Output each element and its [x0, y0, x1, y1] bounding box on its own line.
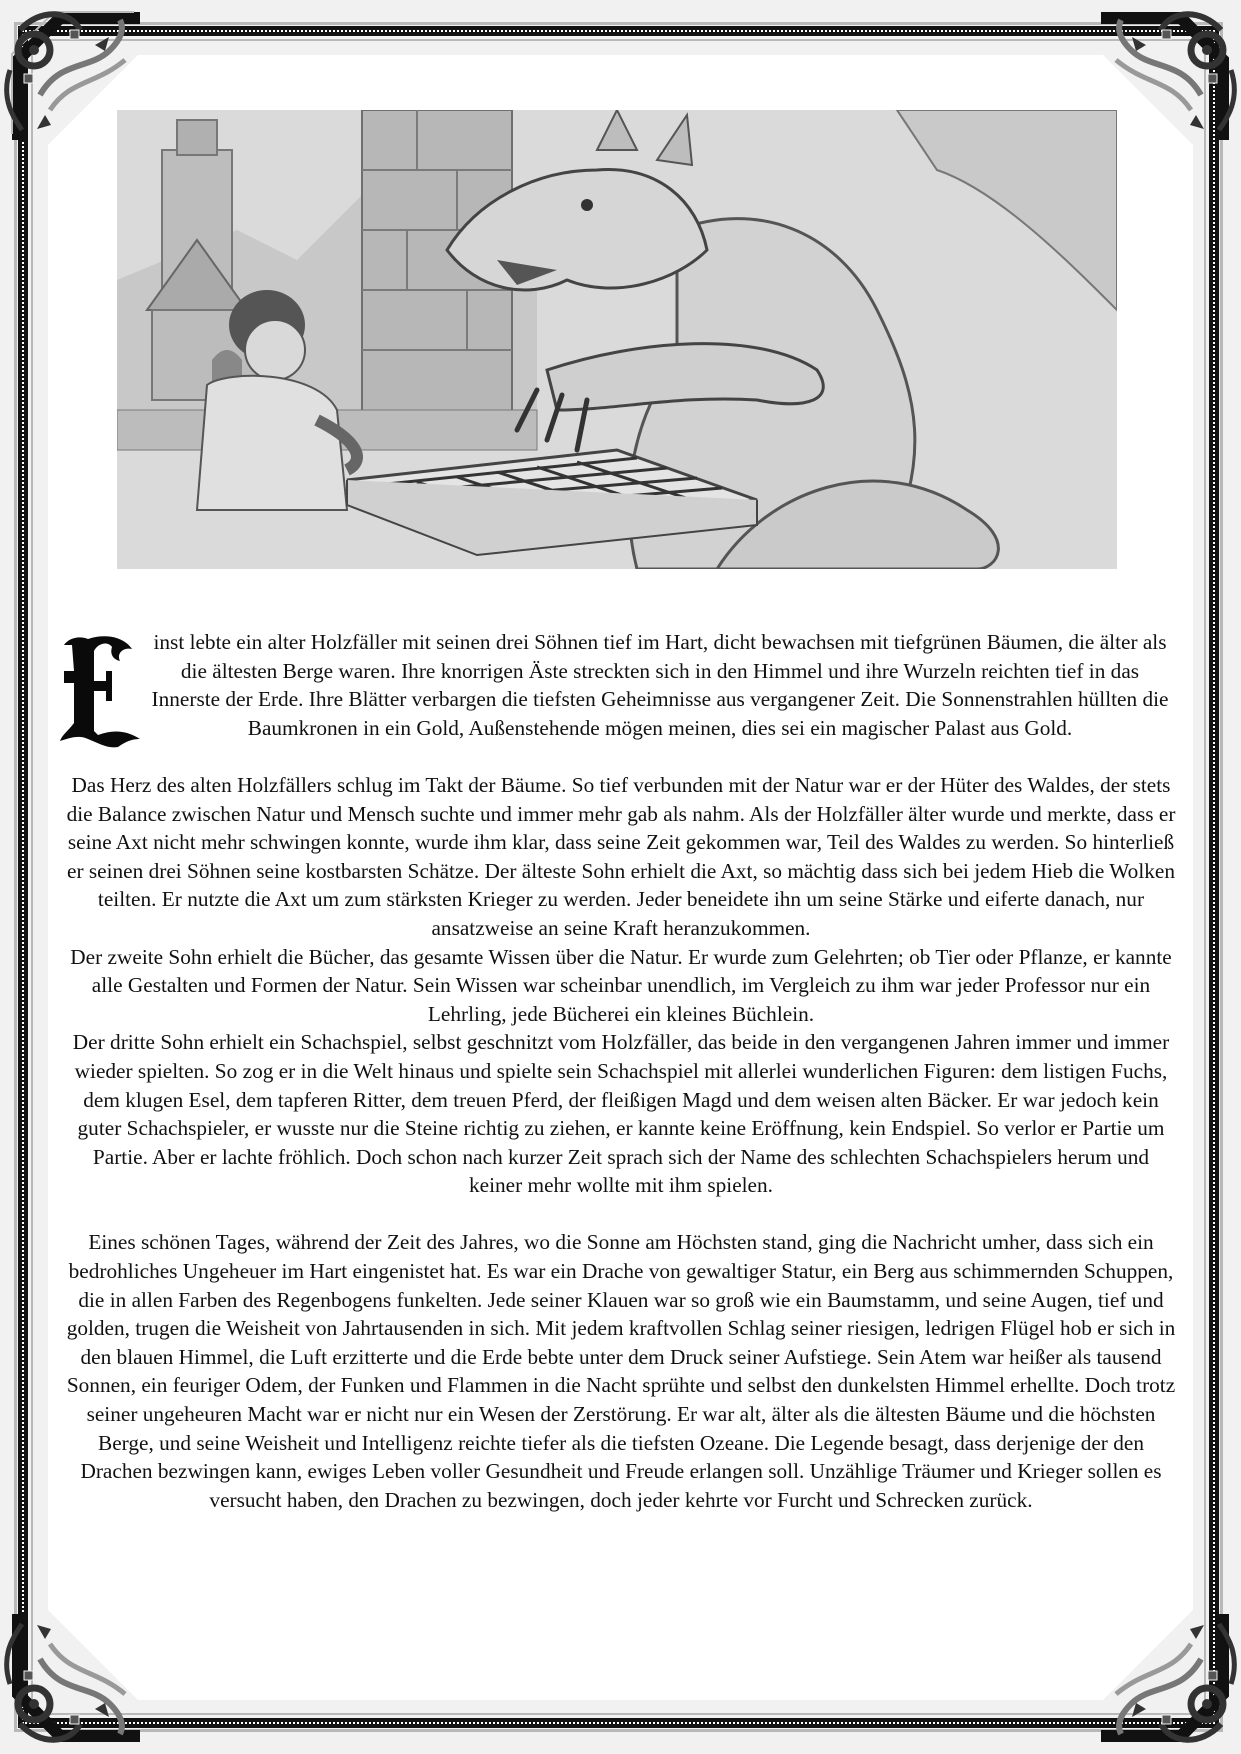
ornament-flourish-icon — [1091, 1604, 1241, 1754]
paragraph-intro — [66, 628, 1176, 742]
paragraph-third-son: Der dritte Sohn erhielt ein Schachspiel, selbst geschnitzt vom Holzfäller, das beide in den vergangenen Jahren immer und immer wieder spielten. So zog er in die Welt hinaus und spielte sein Schachspiel mit allerlei wunderlichen Figuren: dem listigen Fuchs, dem klugen Esel, dem tapferen Ritter, dem treuen Pferd, der fleißigen Magd und dem weisen alten Bäcker. Er war jedoch kein guter Schachspieler, er wusste nur die Steine richtig zu ziehen, er kannte keine Eröffnung, kein Endspiel. So verlor er Partie um Partie. Aber er lachte fröhlich. Doch schon nach kurzer Zeit sprach sich der Name des schlechten Schachspielers herum und keiner mehr wollte mit ihm spielen. — [72, 1030, 1170, 1198]
corner-ornament-bottom-left — [0, 1604, 150, 1754]
paragraph-intro-text: inst lebte ein alter Holzfäller mit seinen drei Söhnen tief im Hart, dicht bewachsen mit tiefgrünen Bäumen, die älter als die ältesten Berge waren. Ihre knorrigen Äste streckten sich in den Himmel und ihre Wurzeln reichten tief in das Innerste der Erde. Ihre Blätter verbargen die tiefsten Geheimnisse aus vergangener Zeit. Die Sonnenstrahlen hüllten die Baumkronen in ein Gold, Außenstehende mögen meinen, dies sei ein magischer Palast aus Gold. — [151, 630, 1169, 740]
blackletter-e-icon — [58, 631, 144, 757]
paragraph-gap — [66, 1200, 1176, 1229]
ornament-flourish-icon — [0, 1604, 150, 1754]
paragraph-second-son: Der zweite Sohn erhielt die Bücher, das gesamte Wissen über die Natur. Er wurde zum Gelehrten; ob Tier oder Pflanze, er kannte alle Gestalten und Formen der Natur. Sein Wissen war scheinbar unendlich, im Vergleich zu ihm war jeder Professor nur ein Lehrling, jede Bücherei ein kleines Büchlein. — [70, 944, 1172, 1026]
story-illustration — [117, 110, 1117, 569]
paragraph-dragon: Eines schönen Tages, während der Zeit des Jahres, wo die Sonne am Höchsten stand, ging die Nachricht umher, dass sich ein bedrohliches Ungeheuer im Hart eingenistet hat. Es war ein Drache von gewaltiger Statur, ein Berg aus schimmernden Schuppen, die in allen Farben des Regenbogens funkelten. Jede seiner Klauen war so groß wie ein Baumstamm, und seine Augen, tief und golden, trugen die Weisheit von Jahrtausenden in sich. Mit jedem kraftvollen Schlag seiner riesigen, ledrigen Flügel hob er sich in den blauen Himmel, die Luft erzitterte und die Erde bebte unter dem Druck seiner Aufstiege. Sein Atem war heißer als tausend Sonnen, ein feuriger Odem, der Funken und Flammen in die Nacht sprühte und selbst den dunkelsten Himmel erhellte. Doch trotz seiner ungeheuren Macht war er nicht nur ein Wesen der Zerstörung. Er war alt, älter als die ältesten Bäume und die höchsten Berge, und seine Weisheit und Intelligenz reichte tiefer als die tiefsten Ozeane. Die Legende besagt, dass derjenige der den Drachen bezwingen kann, ewiges Leben voller Gesundheit und Freude erlangen soll. Unzählige Träumer und Krieger sollen es versucht haben, den Drachen zu bezwingen, doch jeder kehrte vor Furcht und Schrecken zurück. — [66, 1230, 1176, 1512]
boy-and-dragon-chess-drawing — [117, 110, 1117, 569]
paragraph-woodcutter: Das Herz des alten Holzfällers schlug im Takt der Bäume. So tief verbunden mit der Natur war er der Hüter des Waldes, der stets die Balance zwischen Natur und Mensch suchte und immer mehr gab als nahm. Als der Holzfäller älter wurde und merkte, dass er seine Axt nicht mehr schwingen konnte, wurde ihm klar, dass seine Zeit gekommen war, Teil des Waldes zu werden. So hinterließ er seinen drei Söhnen seine kostbarsten Schätze. Der älteste Sohn erhielt die Axt, so mächtig dass sich bei jedem Hieb die Wolken teilten. Er nutzte die Axt um zum stärksten Krieger zu werden. Jeder beneidete ihn um seine Stärke und eiferte danach, nur ansatzweise an seine Kraft heranzukommen. — [66, 772, 1176, 940]
corner-ornament-bottom-right — [1091, 1604, 1241, 1754]
story-text — [66, 628, 1176, 1514]
dropcap-letter — [58, 631, 144, 757]
paragraph-gap — [66, 742, 1176, 771]
